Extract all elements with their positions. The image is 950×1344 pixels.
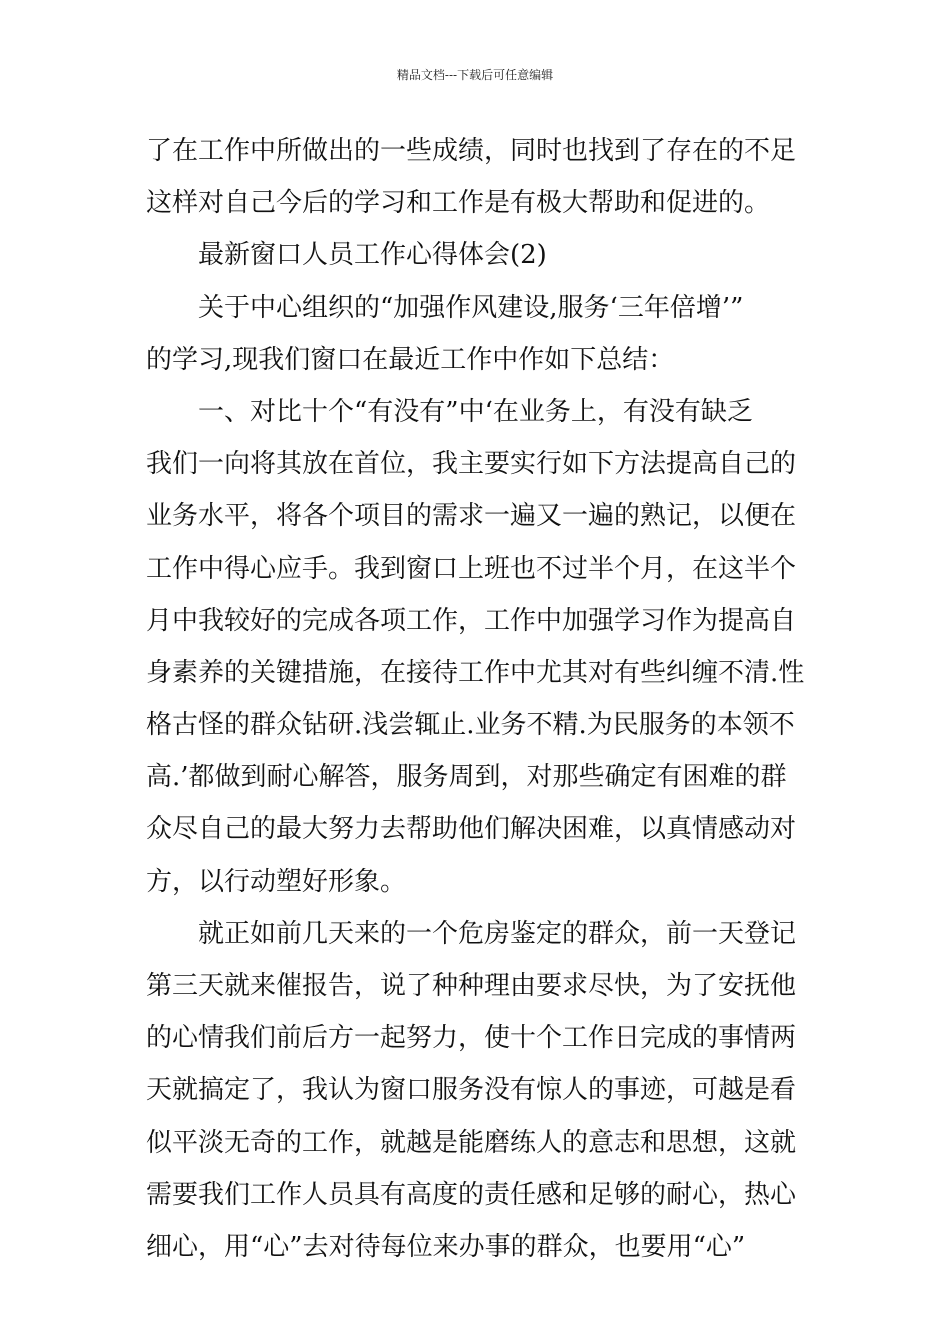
page-header: 精品文档---下载后可任意编辑 — [396, 68, 554, 82]
text-line: 细心，用“心”去对待每位来办事的群众，也要用“心” — [146, 1231, 746, 1262]
text-line: 第三天就来催报告，说了种种理由要求尽快，为了安抚他 — [146, 971, 797, 1001]
text-line: 身素养的关键措施，在接待工作中尤其对有些纠缠不清.性 — [146, 657, 805, 688]
text-line: 一、对比十个“有没有”中‘在业务上，有没有缺乏 — [198, 396, 753, 427]
section-heading: 最新窗口人员工作心得体会(2) — [198, 240, 547, 271]
text-line: 业务水平，将各个项目的需求一遍又一遍的熟记，以便在 — [146, 501, 797, 532]
text-line: 月中我较好的完成各项工作，工作中加强学习作为提高自 — [146, 605, 797, 636]
text-line: 需要我们工作人员具有高度的责任感和足够的耐心，热心 — [146, 1179, 797, 1210]
text-line: 方，以行动塑好形象。 — [146, 866, 407, 897]
text-line: 高.’都做到耐心解答，服务周到，对那些确定有困难的群 — [146, 762, 787, 793]
text-line: 了在工作中所做出的一些成绩，同时也找到了存在的不足 — [146, 136, 797, 166]
text-line: 这样对自己今后的学习和工作是有极大帮助和促进的。 — [146, 188, 771, 219]
text-line: 众尽自己的最大努力去帮助他们解决困难，以真情感动对 — [146, 814, 797, 845]
body-text — [146, 125, 811, 1273]
text-line: 关于中心组织的“加强作风建设,服务‘三年倍增’” — [198, 292, 744, 323]
text-line: 格古怪的群众钻研.浅尝辄止.业务不精.为民服务的本领不 — [146, 710, 795, 741]
text-line: 的学习,现我们窗口在最近工作中作如下总结： — [146, 344, 675, 375]
text-line: 似平淡无奇的工作，就越是能磨练人的意志和思想，这就 — [146, 1127, 797, 1158]
text-line: 工作中得心应手。我到窗口上班也不过半个月，在这半个 — [146, 553, 797, 584]
text-line: 天就搞定了，我认为窗口服务没有惊人的事迹，可越是看 — [146, 1075, 797, 1106]
text-line: 就正如前几天来的一个危房鉴定的群众，前一天登记 — [198, 918, 797, 949]
text-line: 的心情我们前后方一起努力，使十个工作日完成的事情两 — [146, 1023, 797, 1054]
text-line: 我们一向将其放在首位，我主要实行如下方法提高自己的 — [146, 449, 797, 480]
